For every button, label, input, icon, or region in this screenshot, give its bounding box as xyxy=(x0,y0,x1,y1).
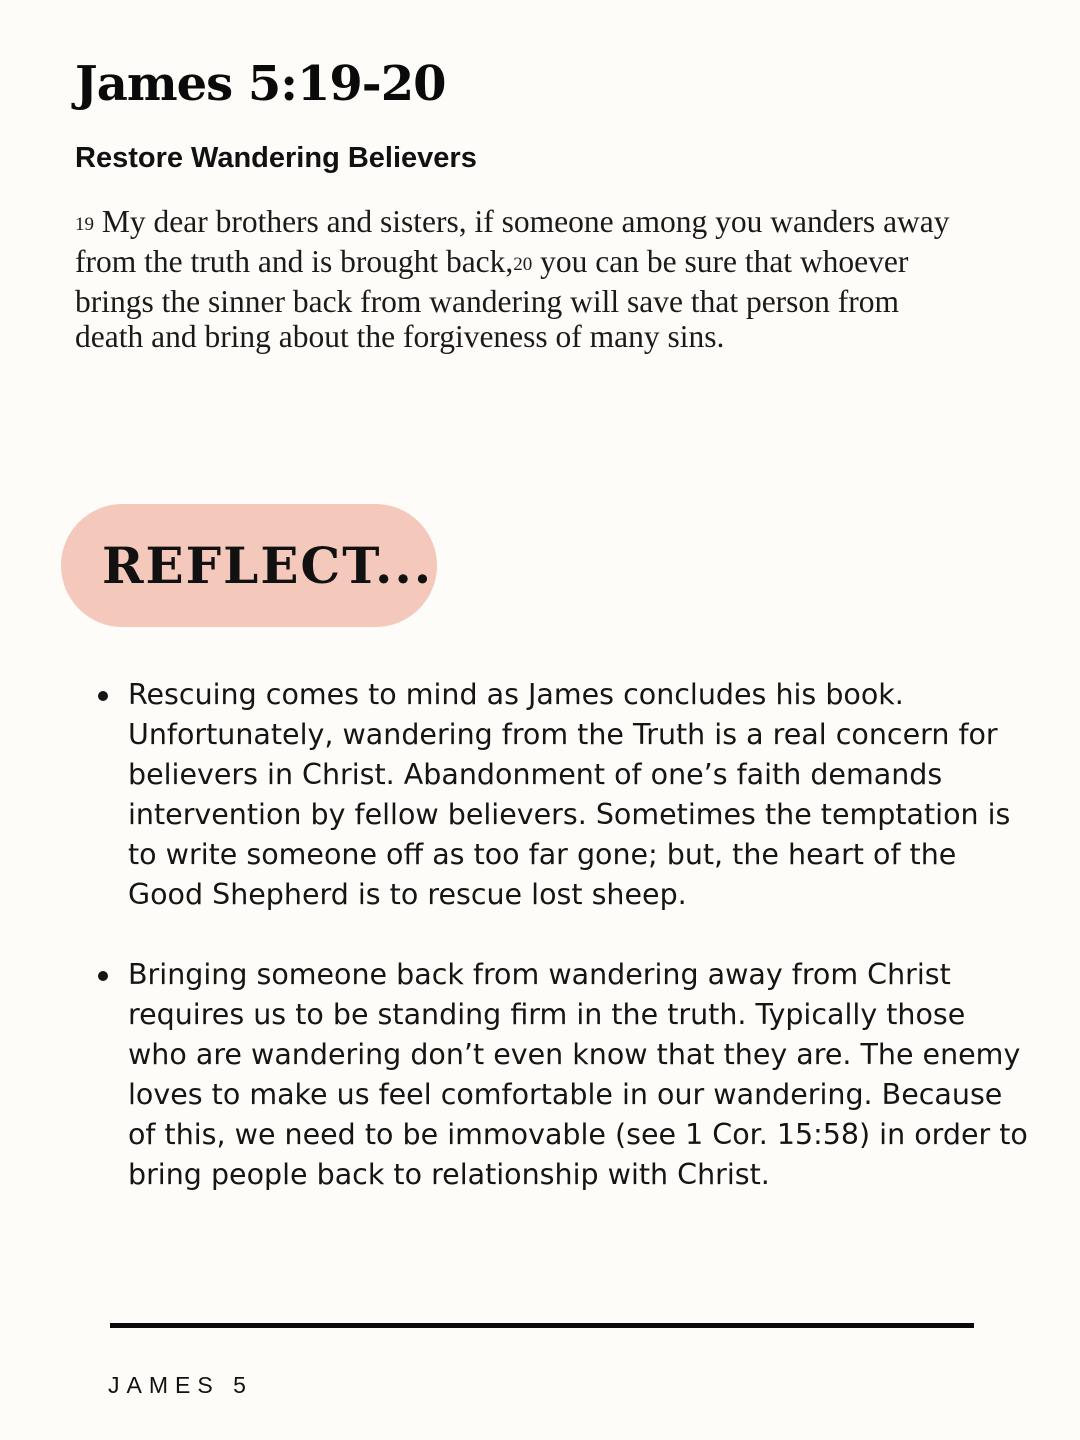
list-item: Rescuing comes to mind as James concludes his book. Unfortunately, wandering from the Truth is a real concern for believers in Christ. Abandonment of one’s faith demands intervention by fellow believers. Sometimes the temptation is to write someone off as too far gone; but, the heart of the Good Shepherd is to rescue lost sheep. xyxy=(98,675,1028,915)
verse-number-19: 19 xyxy=(75,214,94,235)
verse-20-text: you can be sure that whoever brings the sinner back from wandering will save that person from death and bring about the forgiveness of many sins. xyxy=(75,244,909,354)
reflect-label: REFLECT... xyxy=(102,536,434,595)
scripture-passage xyxy=(75,204,975,354)
footer-divider xyxy=(110,1323,974,1328)
reflect-list xyxy=(98,675,1028,1235)
verse-number-20: 20 xyxy=(513,254,533,275)
footer-label: JAMES 5 xyxy=(108,1372,253,1398)
page-title: James 5:19-20 xyxy=(75,56,446,112)
list-item: Bringing someone back from wandering away from Christ requires us to be standing firm in the truth. Typically those who are wandering don’t even know that they are. The enemy loves to make us feel comfortable in our wandering. Because of this, we need to be immovable (see 1 Cor. 15:58) in order to bring people back to relationship with Christ. xyxy=(98,955,1028,1195)
verse-19-text: My dear brothers and sisters, if someone among you wanders away from the truth and is brought back, xyxy=(75,204,950,279)
page-subtitle: Restore Wandering Believers xyxy=(75,142,477,174)
reflect-badge xyxy=(61,504,437,627)
